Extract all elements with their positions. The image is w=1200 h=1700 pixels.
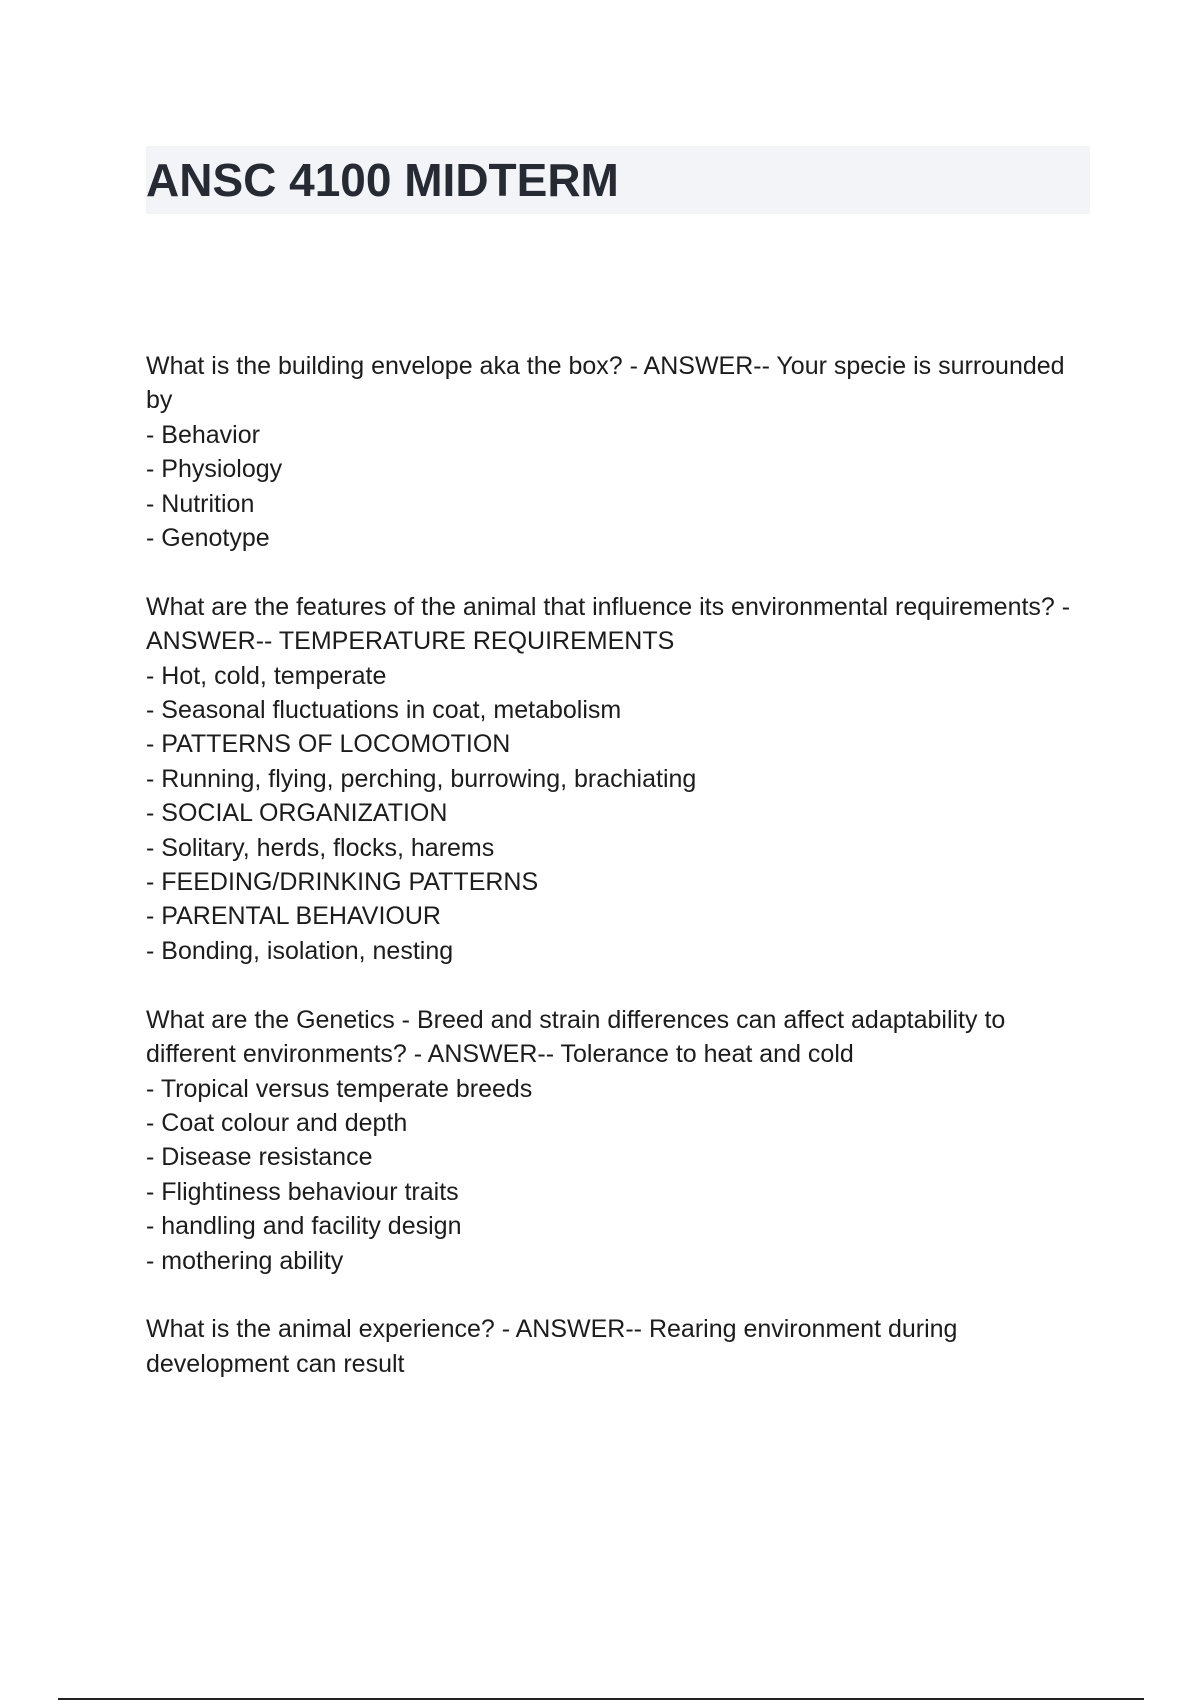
answer-list (146, 418, 1076, 556)
list-item: - Disease resistance (146, 1143, 373, 1172)
list-item: - Genotype (146, 524, 270, 553)
list-item: - Solitary, herds, flocks, harems (146, 833, 495, 862)
list-item: - Behavior (146, 420, 260, 449)
list-item: - Coat colour and depth (146, 1108, 408, 1137)
qa-block-3 (146, 1003, 1076, 1278)
list-item: - SOCIAL ORGANIZATION (146, 799, 448, 828)
answer-list (146, 1072, 1076, 1278)
list-item: - Hot, cold, temperate (146, 661, 387, 690)
list-item: - Nutrition (146, 489, 255, 518)
list-item: - PARENTAL BEHAVIOUR (146, 902, 441, 931)
list-item: - Flightiness behaviour traits (146, 1177, 459, 1206)
list-item: - FEEDING/DRINKING PATTERNS (146, 868, 539, 897)
list-item: - Tropical versus temperate breeds (146, 1074, 533, 1103)
list-item: - mothering ability (146, 1246, 344, 1275)
document-title: ANSC 4100 MIDTERM (146, 154, 619, 206)
document-body (146, 349, 1076, 1416)
list-item: - handling and facility design (146, 1212, 462, 1241)
qa-block-1 (146, 349, 1076, 555)
qa-block-2 (146, 590, 1076, 968)
qa-block-4 (146, 1312, 1076, 1381)
list-item: - Physiology (146, 455, 283, 484)
list-item: - Bonding, isolation, nesting (146, 936, 454, 965)
question-text: What is the building envelope aka the box? - ANSWER-- Your specie is surrounded by (146, 352, 1065, 415)
list-item: - Running, flying, perching, burrowing, brachiating (146, 764, 697, 793)
list-item: - PATTERNS OF LOCOMOTION (146, 730, 511, 759)
question-text: What are the features of the animal that influence its environmental requirements? - ANSWER-- TEMPERATURE REQUIREMENTS (146, 592, 1071, 656)
question-text: What are the Genetics - Breed and strain differences can affect adaptability to different environments? - ANSWER-- Tolerance to heat and cold (146, 1005, 1006, 1069)
list-item: - Seasonal fluctuations in coat, metabolism (146, 696, 622, 725)
question-text: What is the animal experience? - ANSWER-- Rearing environment during development can result (146, 1315, 958, 1378)
answer-list (146, 659, 1076, 969)
